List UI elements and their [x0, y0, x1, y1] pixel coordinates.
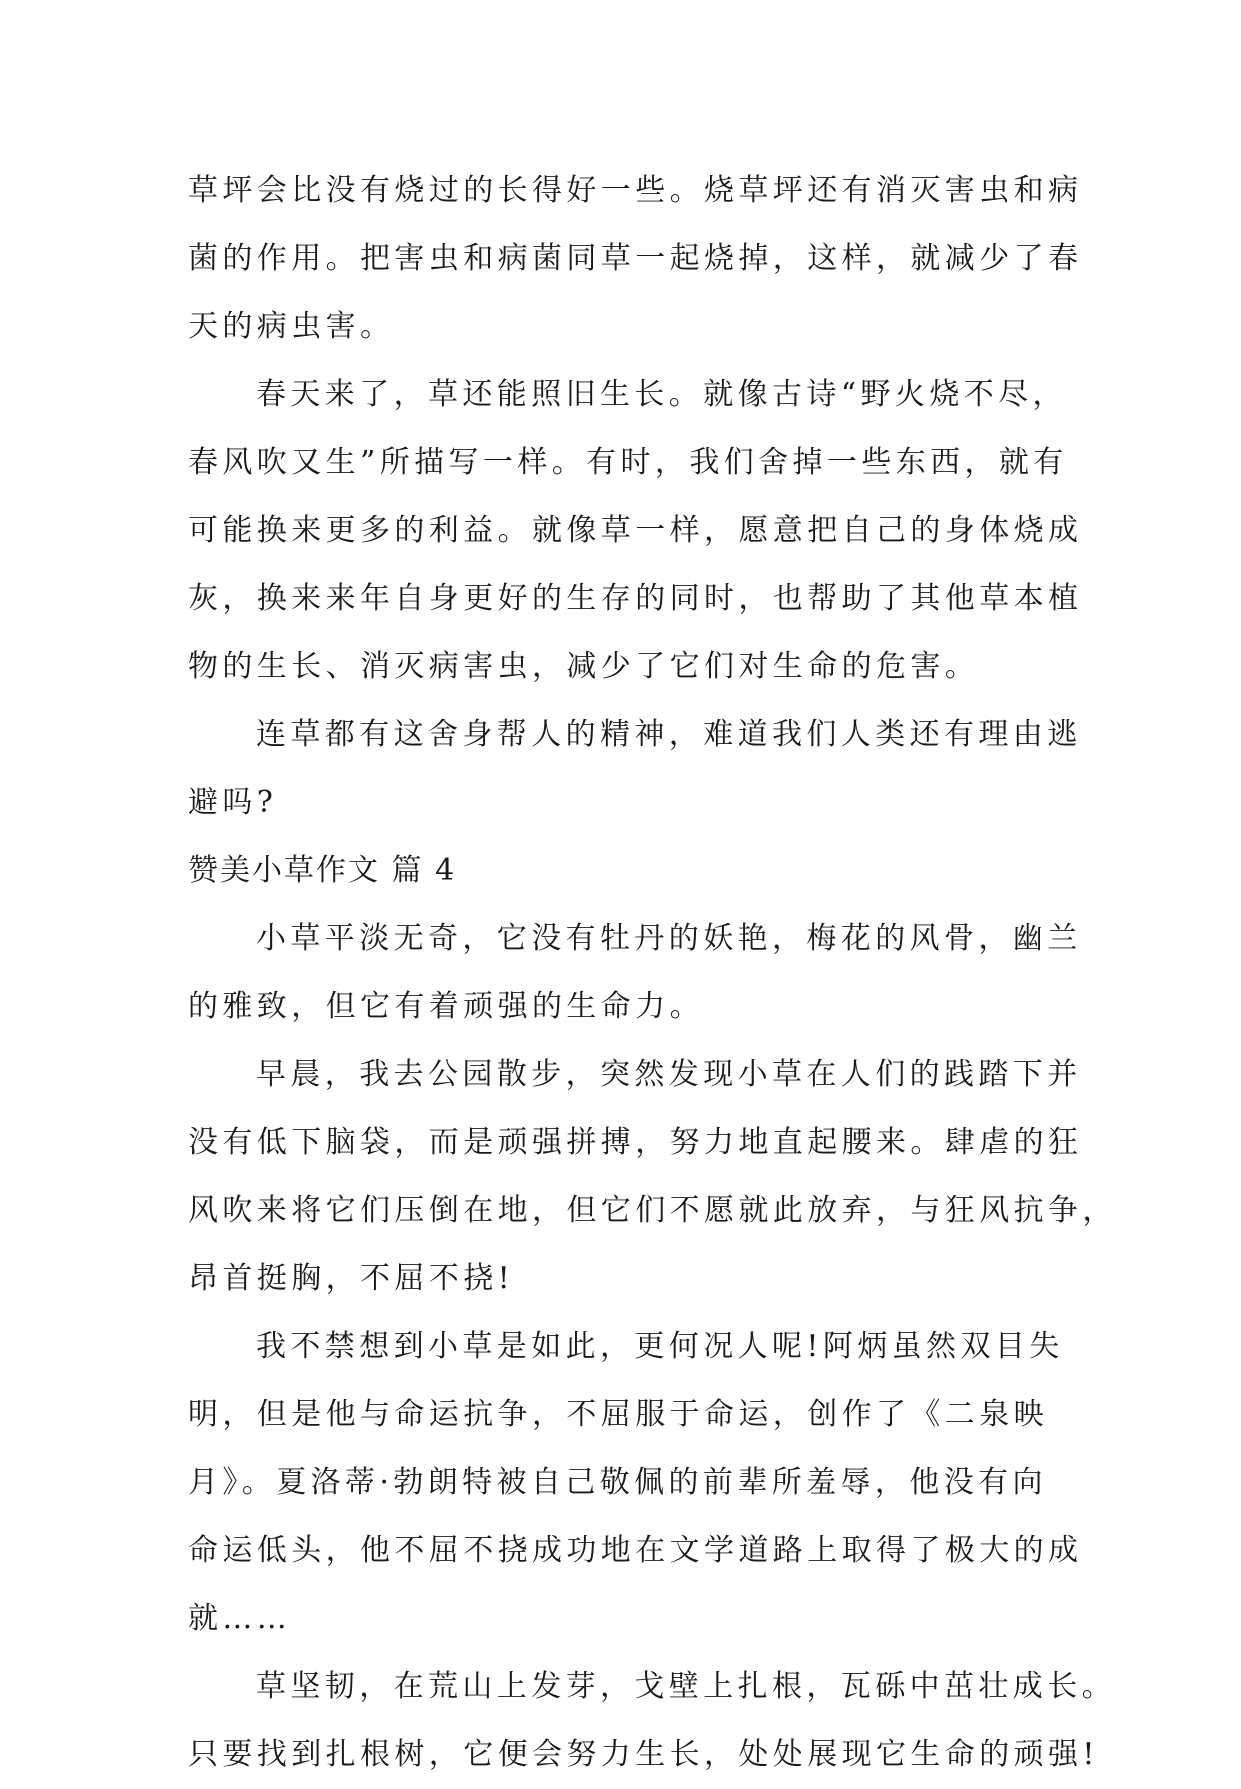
text-line: 没有低下脑袋，而是顽强拼搏，努力地直起腰来。肆虐的狂 — [188, 1125, 1083, 1160]
text-line: 天的病虫害。 — [188, 309, 395, 344]
text-line: 就…… — [188, 1601, 292, 1636]
paragraph-first-line: 连草都有这舍身帮人的精神，难道我们人类还有理由逃 — [256, 717, 1082, 752]
paragraph-first-line: 小草平淡无奇，它没有牡丹的妖艳，梅花的风骨，幽兰 — [256, 921, 1082, 956]
paragraph-first-line: 我不禁想到小草是如此，更何况人呢!阿炳虽然双目失 — [256, 1329, 1064, 1364]
document-body — [188, 157, 1117, 1789]
paragraph-first-line: 春天来了，草还能照旧生长。就像古诗“野火烧不尽， — [256, 377, 1067, 412]
text-line: 风吹来将它们压倒在地，但它们不愿就此放弃，与狂风抗争， — [188, 1193, 1117, 1228]
text-line: 物的生长、消灭病害虫，减少了它们对生命的危害。 — [188, 649, 980, 684]
text-line: 灰，换来来年自身更好的生存的同时，也帮助了其他草本植 — [188, 581, 1083, 616]
text-line: 明，但是他与命运抗争，不屈服于命运，创作了《二泉映 — [188, 1397, 1048, 1432]
text-line: 命运低头，他不屈不挠成功地在文学道路上取得了极大的成 — [188, 1533, 1083, 1568]
text-line: 避吗? — [188, 785, 278, 820]
text-line: 月》。夏洛蒂·勃朗特被自己敬佩的前辈所羞辱，他没有向 — [188, 1465, 1047, 1500]
text-line: 草坪会比没有烧过的长得好一些。烧草坪还有消灭害虫和病 — [188, 173, 1083, 208]
text-line: 昂首挺胸，不屈不挠! — [188, 1261, 515, 1296]
paragraph-first-line: 早晨，我去公园散步，突然发现小草在人们的践踏下并 — [256, 1057, 1082, 1092]
text-line: 的雅致，但它有着顽强的生命力。 — [188, 989, 704, 1024]
text-line: 只要找到扎根树，它便会努力生长，处处展现它生命的顽强! — [188, 1737, 1099, 1772]
text-line: 菌的作用。把害虫和病菌同草一起烧掉，这样，就减少了春 — [188, 241, 1083, 276]
text-line: 可能换来更多的利益。就像草一样，愿意把自己的身体烧成 — [188, 513, 1083, 548]
text-line: 春风吹又生”所描写一样。有时，我们舍掉一些东西，就有 — [188, 445, 1068, 480]
section-heading: 赞美小草作文 篇 4 — [188, 853, 457, 888]
paragraph-first-line: 草坚韧，在荒山上发芽，戈壁上扎根，瓦砾中茁壮成长。 — [256, 1669, 1116, 1704]
